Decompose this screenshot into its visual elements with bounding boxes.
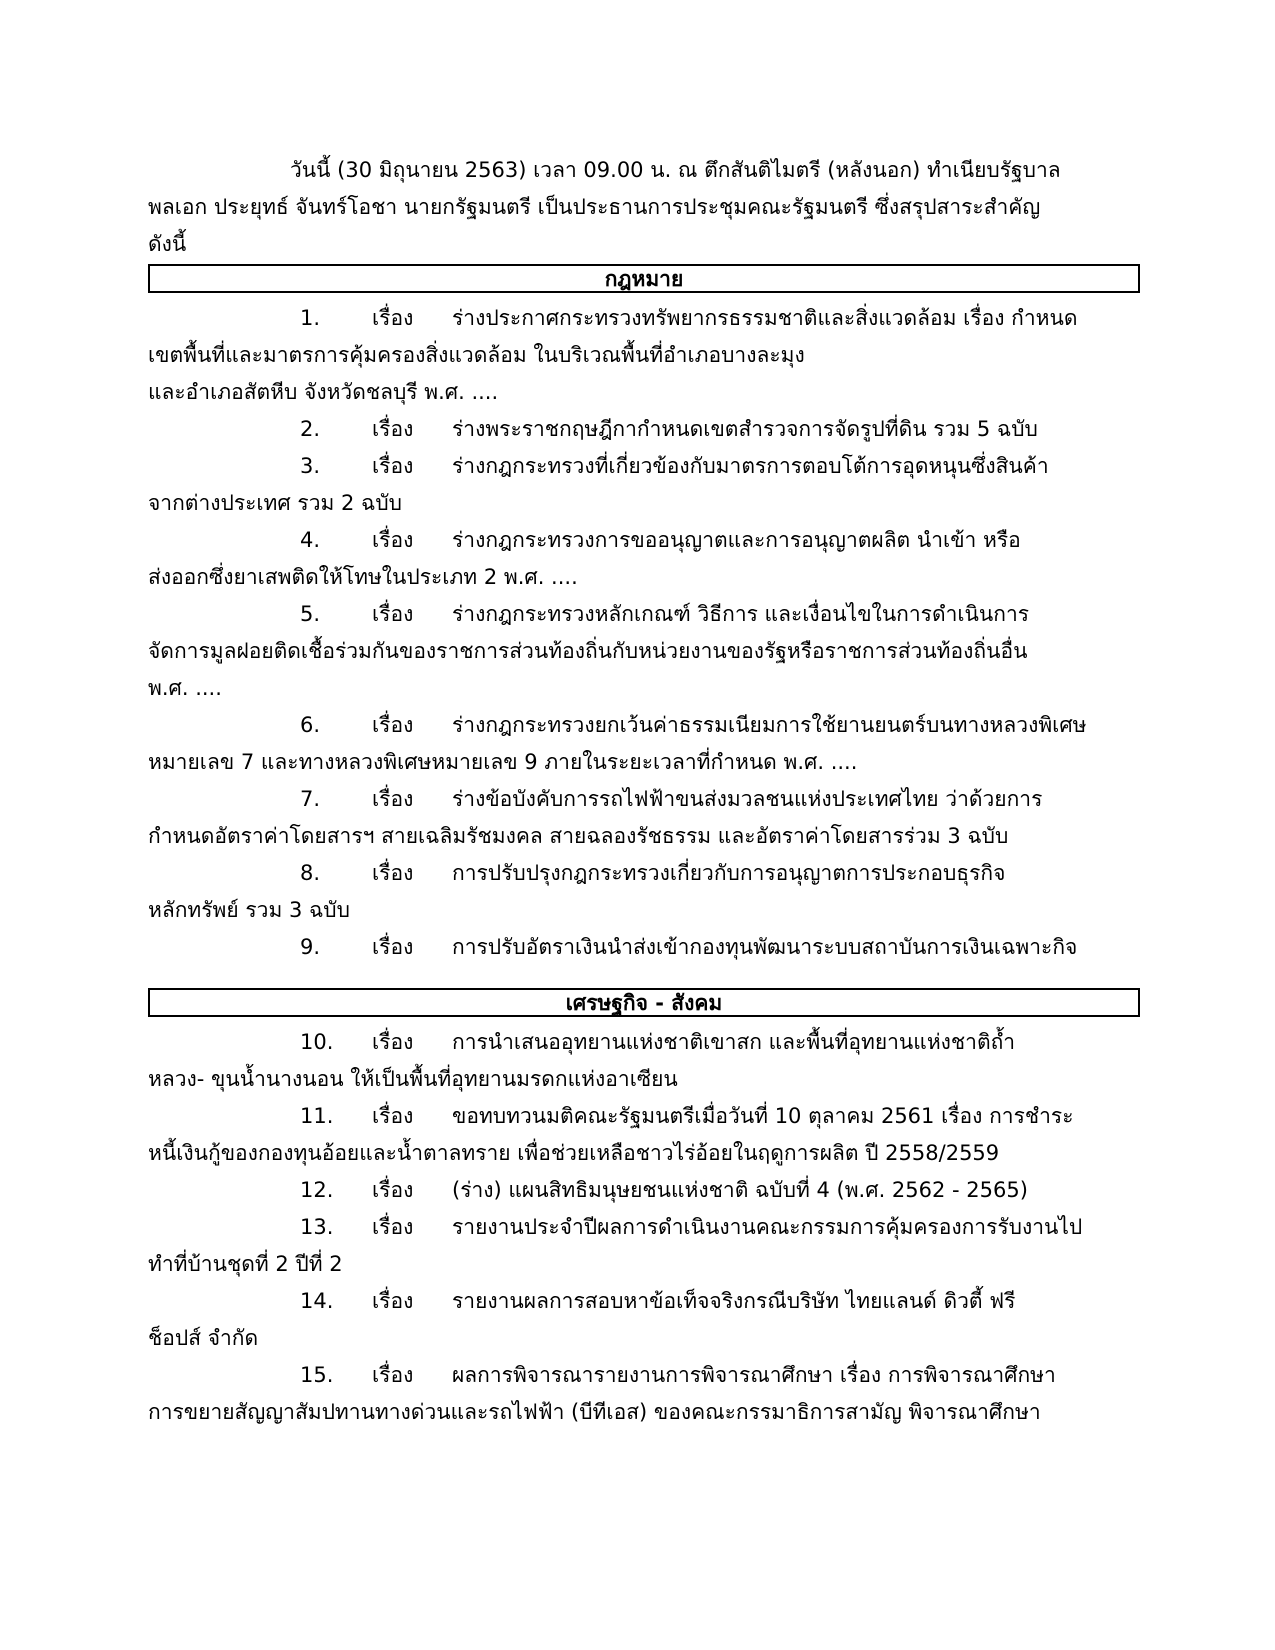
item-number: 2. xyxy=(300,417,321,441)
intro-line-1: วันนี้ (30 มิถุนายน 2563) เวลา 09.00 น. ณ ตึกสันติไมตรี (หลังนอก) ทำเนียบรัฐบาล xyxy=(290,158,1061,182)
agenda-item-continuation xyxy=(148,744,1148,781)
agenda-item xyxy=(148,300,1148,337)
intro-line-3: ดังนี้ xyxy=(148,232,187,256)
section-title: เศรษฐกิจ - สังคม xyxy=(565,991,723,1015)
item-text: รายงานผลการสอบหาข้อเท็จจริงกรณีบริษัท ไทยแลนด์ ดิวตี้ ฟรี xyxy=(452,1289,1016,1313)
section-header-law xyxy=(148,264,1140,293)
item-text: จัดการมูลฝอยติดเชื้อร่วมกันของราชการส่วนท้องถิ่นกับหน่วยงานของรัฐหรือราชการส่วนท้องถิ่นอื่น xyxy=(148,639,1028,663)
item-text: ผลการพิจารณารายงานการพิจารณาศึกษา เรื่อง การพิจารณาศึกษา xyxy=(452,1363,1056,1387)
agenda-item xyxy=(148,596,1148,633)
agenda-item-continuation xyxy=(148,485,1148,522)
item-text: และอำเภอสัตหีบ จังหวัดชลบุรี พ.ศ. .... xyxy=(148,380,499,404)
agenda-item xyxy=(148,1357,1148,1394)
item-text: การนำเสนออุทยานแห่งชาติเขาสก และพื้นที่อุทยานแห่งชาติถ้ำ xyxy=(452,1030,1016,1054)
agenda-item-continuation xyxy=(148,559,1148,596)
intro-paragraph xyxy=(148,152,1138,263)
item-label: เรื่อง xyxy=(372,528,414,552)
agenda-item xyxy=(148,1098,1148,1135)
item-label: เรื่อง xyxy=(372,1030,414,1054)
item-label: เรื่อง xyxy=(372,1178,414,1202)
item-text: ร่างกฎกระทรวงการขออนุญาตและการอนุญาตผลิต นำเข้า หรือ xyxy=(452,528,1021,552)
agenda-item xyxy=(148,1024,1148,1061)
agenda-item-continuation xyxy=(148,818,1148,855)
item-text: หลวง- ขุนน้ำนางนอน ให้เป็นพื้นที่อุทยานมรดกแห่งอาเซียน xyxy=(148,1067,678,1091)
item-text: การปรับอัตราเงินนำส่งเข้ากองทุนพัฒนาระบบสถาบันการเงินเฉพาะกิจ xyxy=(452,935,1078,959)
item-text: ร่างกฎกระทรวงหลักเกณฑ์ วิธีการ และเงื่อนไขในการดำเนินการ xyxy=(452,602,1030,626)
item-text: ร่างข้อบังคับการรถไฟฟ้าขนส่งมวลชนแห่งประเทศไทย ว่าด้วยการ xyxy=(452,787,1043,811)
agenda-item xyxy=(148,855,1148,892)
item-number: 6. xyxy=(300,713,321,737)
agenda-item-continuation xyxy=(148,670,1148,707)
item-number: 12. xyxy=(300,1178,334,1202)
item-number: 7. xyxy=(300,787,321,811)
item-text: หนี้เงินกู้ของกองทุนอ้อยและน้ำตาลทราย เพื่อช่วยเหลือชาวไร่อ้อยในฤดูการผลิต ปี 2558/2559 xyxy=(148,1141,1000,1165)
item-label: เรื่อง xyxy=(372,1215,414,1239)
item-text: หลักทรัพย์ รวม 3 ฉบับ xyxy=(148,898,350,922)
section-list-law xyxy=(148,300,1148,966)
item-text: ร่างประกาศกระทรวงทรัพยากรธรรมชาติและสิ่งแวดล้อม เรื่อง กำหนด xyxy=(452,306,1078,330)
item-label: เรื่อง xyxy=(372,787,414,811)
item-label: เรื่อง xyxy=(372,713,414,737)
item-number: 14. xyxy=(300,1289,334,1313)
section-list-economy-society xyxy=(148,1024,1148,1431)
item-number: 9. xyxy=(300,935,321,959)
item-label: เรื่อง xyxy=(372,602,414,626)
item-text: พ.ศ. .... xyxy=(148,676,222,700)
item-label: เรื่อง xyxy=(372,306,414,330)
item-text: หมายเลข 7 และทางหลวงพิเศษหมายเลข 9 ภายในระยะเวลาที่กำหนด พ.ศ. .... xyxy=(148,750,858,774)
item-label: เรื่อง xyxy=(372,1104,414,1128)
agenda-item-continuation xyxy=(148,1246,1148,1283)
item-text: ร่างกฎกระทรวงที่เกี่ยวข้องกับมาตรการตอบโต้การอุดหนุนซึ่งสินค้า xyxy=(452,454,1049,478)
item-text: (ร่าง) แผนสิทธิมนุษยชนแห่งชาติ ฉบับที่ 4 (พ.ศ. 2562 - 2565) xyxy=(452,1178,1028,1202)
agenda-item-continuation xyxy=(148,892,1148,929)
item-text: ร่างพระราชกฤษฎีกากำหนดเขตสำรวจการจัดรูปที่ดิน รวม 5 ฉบับ xyxy=(452,417,1038,441)
section-header-economy-society xyxy=(148,988,1140,1017)
item-text: การขยายสัญญาสัมปทานทางด่วนและรถไฟฟ้า (บีทีเอส) ของคณะกรรมาธิการสามัญ พิจารณาศึกษา xyxy=(148,1400,1041,1424)
agenda-item-continuation xyxy=(148,1394,1148,1431)
agenda-item-continuation xyxy=(148,1135,1148,1172)
item-text: จากต่างประเทศ รวม 2 ฉบับ xyxy=(148,491,402,515)
item-label: เรื่อง xyxy=(372,1363,414,1387)
agenda-item-continuation xyxy=(148,1320,1148,1357)
item-number: 11. xyxy=(300,1104,334,1128)
agenda-item-continuation xyxy=(148,337,1148,374)
item-label: เรื่อง xyxy=(372,1289,414,1313)
agenda-item xyxy=(148,1283,1148,1320)
item-number: 1. xyxy=(300,306,321,330)
agenda-item-continuation xyxy=(148,633,1148,670)
agenda-item-continuation xyxy=(148,1061,1148,1098)
item-text: ทำที่บ้านชุดที่ 2 ปีที่ 2 xyxy=(148,1252,343,1276)
intro-line-2: พลเอก ประยุทธ์ จันทร์โอชา นายกรัฐมนตรี เป็นประธานการประชุมคณะรัฐมนตรี ซึ่งสรุปสาระสำคัญ xyxy=(148,195,1041,219)
item-label: เรื่อง xyxy=(372,861,414,885)
item-number: 10. xyxy=(300,1030,334,1054)
item-text: เขตพื้นที่และมาตรการคุ้มครองสิ่งแวดล้อม ในบริเวณพื้นที่อำเภอบางละมุง xyxy=(148,343,805,367)
item-number: 4. xyxy=(300,528,321,552)
agenda-item xyxy=(148,929,1148,966)
item-text: กำหนดอัตราค่าโดยสารฯ สายเฉลิมรัชมงคล สายฉลองรัชธรรม และอัตราค่าโดยสารร่วม 3 ฉบับ xyxy=(148,824,1009,848)
agenda-item xyxy=(148,411,1148,448)
item-number: 15. xyxy=(300,1363,334,1387)
agenda-item xyxy=(148,1209,1148,1246)
agenda-item xyxy=(148,522,1148,559)
item-text: ช็อปส์ จำกัด xyxy=(148,1326,259,1350)
item-label: เรื่อง xyxy=(372,454,414,478)
item-number: 13. xyxy=(300,1215,334,1239)
item-text: ร่างกฎกระทรวงยกเว้นค่าธรรมเนียมการใช้ยานยนตร์บนทางหลวงพิเศษ xyxy=(452,713,1087,737)
item-number: 5. xyxy=(300,602,321,626)
item-text: ส่งออกซึ่งยาเสพติดให้โทษในประเภท 2 พ.ศ. .... xyxy=(148,565,578,589)
agenda-item-continuation xyxy=(148,374,1148,411)
item-label: เรื่อง xyxy=(372,417,414,441)
section-title: กฎหมาย xyxy=(604,267,684,291)
item-label: เรื่อง xyxy=(372,935,414,959)
agenda-item xyxy=(148,781,1148,818)
item-text: การปรับปรุงกฎกระทรวงเกี่ยวกับการอนุญาตการประกอบธุรกิจ xyxy=(452,861,1006,885)
item-number: 3. xyxy=(300,454,321,478)
agenda-item xyxy=(148,707,1148,744)
item-text: รายงานประจำปีผลการดำเนินงานคณะกรรมการคุ้มครองการรับงานไป xyxy=(452,1215,1083,1239)
agenda-item xyxy=(148,448,1148,485)
agenda-item xyxy=(148,1172,1148,1209)
item-number: 8. xyxy=(300,861,321,885)
item-text: ขอทบทวนมติคณะรัฐมนตรีเมื่อวันที่ 10 ตุลาคม 2561 เรื่อง การชำระ xyxy=(452,1104,1074,1128)
